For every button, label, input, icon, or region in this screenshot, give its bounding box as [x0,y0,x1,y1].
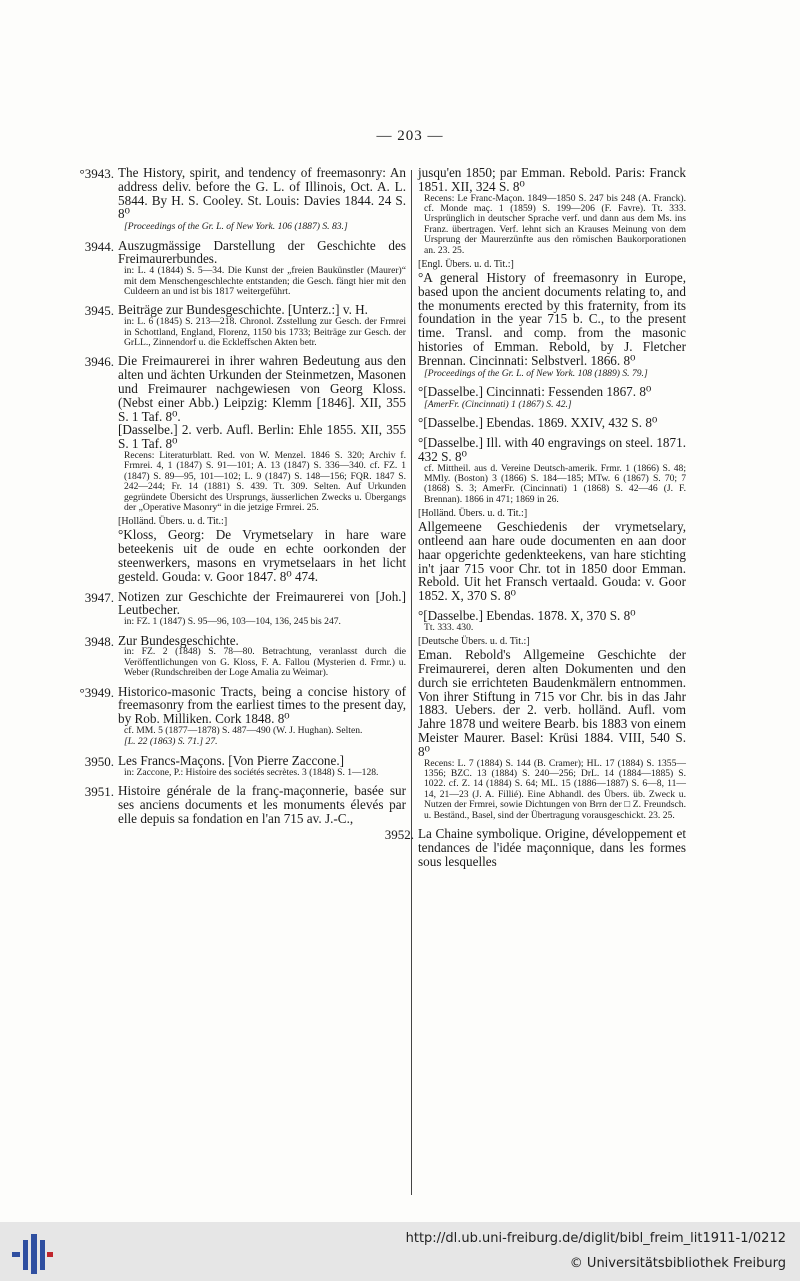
entry-3951-continued [418,166,686,379]
entry-text: Beiträge zur Bundesgeschichte. [Unterz.:] v. H. [118,302,368,318]
entry-text: °[Dasselbe.] Ill. with 40 engravings on steel. 1871. 432 S. 8⁰ [418,435,686,464]
entry-note: in: FZ. 2 (1848) S. 78—80. Betrachtung, veranlasst durch die Veröffentlichungen von G. Kloss, F. A. Fallou (Mysterien d. Frmr.) u. Weber (Rundschreiben der Loge Amalia zu Weimar). [124,646,406,679]
entry-text-translation: Eman. Rebold's Allgemeine Geschichte der Freimaurerei, deren alten Dokumenten und den durch sie errichteten Baudenkmälern entnommen. Von ihrer Stiftung in 715 vor Chr. bis in das Jahr 1883. Uebers. der 2. verb. holländ. Aufl. vom Jahre 1878 und weitere Bearb. bis 1883 von einem Meister Maurer. Basel: Krüsi 1884. VIII, 540 S. 8⁰ [418,647,686,759]
entry-edition [418,385,686,410]
entry-number: 3948. [84,633,114,649]
entry-text-translation: °A general History of freemasonry in Europe, based upon the ancient documents relating to, and the monuments erected by this fraternity, from its foundation in the year 715 b. C., to the present time. Transl. and comp. from the masonic histories of Emman. Rebold, by J. Fletcher Brennan. Cincinnati: Selbstverl. 1866. 8⁰ [418,270,686,368]
entry-text: Les Francs-Maçons. [Von Pierre Zaccone.] [118,752,345,768]
entry-3950 [84,752,406,778]
entry-number: 3946. [84,354,114,370]
entry-3948 [84,632,406,679]
entry-note: in: L. 6 (1845) S. 213—218. Chronol. Zsstellung zur Gesch. der Frmrei in Schottland, England, Florenz, 1150 bis 1733; Beiträge zur Gesch. der GrLL., Zinnendorf u. die Eckleffschen Akten betr. [124,316,406,349]
entry-note: cf. MM. 5 (1877—1878) S. 487—490 (W. J. Hughan). Selten. [124,725,363,737]
entry-3946 [84,353,406,584]
column-divider [411,170,412,1195]
entry-text: °[Dasselbe.] Ebendas. 1869. XXIV, 432 S. 8⁰ [418,415,658,431]
entry-note: in: Zaccone, P.: Histoire des sociétés secrètes. 3 (1848) S. 1—128. [124,766,379,778]
entry-3944 [84,237,406,298]
entry-number: °3949. [79,684,114,700]
entry-note: in: FZ. 1 (1847) S. 95—96, 103—104, 136, 245 bis 247. [124,616,341,628]
entry-text: Notizen zur Geschichte der Freimaurerei von [Joh.] Leutbecher. [118,588,406,618]
entry-text: Die Freimaurerei in ihrer wahren Bedeutung aus den alten und ächten Urkunden der Steinmetzen, Masonen und Freimaurer nachgewiesen von Georg Kloss. (Nebst einer Abb.) Leipzig: Klemm [1846]. XII, 355 S. 1 Taf. 8⁰. [118,353,406,424]
entry-note: cf. Mittheil. aus d. Vereine Deutsch-amerik. Frmr. 1 (1866) S. 48; MMly. (Boston) 3 (1866) S. 184—185; MTw. 6 (1867) S. 70; 7 (1868) S. 3; AmerFr. (Cincinnati) 1 (1868) S. 42—46 (J. F. Brennan). 1866 in 471; 1869 in 26. [424,462,686,505]
translation-heading: [Deutsche Übers. u. d. Tit.:] [418,636,530,648]
entry-text-edition: [Dasselbe.] 2. verb. Aufl. Berlin: Ehle 1855. XII, 355 S. 1 Taf. 8⁰ [118,422,406,452]
entry-3947 [84,588,406,628]
entry-note: Recens: Literaturblatt. Red. von W. Menzel. 1846 S. 320; Archiv f. Frmrei. 4, 1 (1847) S. 91—101; A. 13 (1847) S. 336—340. cf. FZ. 1 (1847) S. 89—95, 101—102; L. 9 (1847) S. 148—156; FQR. 1847 S. 242—244; Fr. 14 (1881) S. 439. Tt. 309. Selten. Auf Urkunden gegründete Übersicht des Ursprungs, äusserlichen Zwecks u. Übergangs der „Operative Masonry“ in die jetzige Frmrei. 25. [124,450,406,514]
entry-number: 3944. [84,238,114,254]
entry-text: Historico-masonic Tracts, being a concise history of freemasonry from the earliest times to the present day, by Rob. Milliken. Cork 1848. 8⁰ [118,683,406,727]
entry-number: °3943. [79,166,114,181]
entry-text: °[Dasselbe.] Cincinnati: Fessenden 1867. 8⁰ [418,384,652,400]
entry-number: 3947. [84,589,114,605]
entry-reference: [Proceedings of the Gr. L. of New York. 106 (1887) S. 83.] [124,221,348,233]
copyright-notice: © Universitätsbibliothek Freiburg [569,1256,786,1271]
entry-text: La Chaine symbolique. Origine, développement et tendances de l'idée maçonnique, dans les formes sous lesquelles [418,826,686,869]
entry-note: Recens: Le Franc-Maçon. 1849—1850 S. 247 bis 248 (A. Franck). cf. Monde maç. 1 (1859) S. 199—206 (F. Favre). Tt. 333. Ursprünglich in deutscher Sprache verf. und dann aus dem Ms. ins Franz. übertragen. Verf. lehnt sich an Krauses Meinung von dem Ursprung der Maurerzünfte aus den römischen Baukorporationen an. 23. 25. [424,192,686,256]
footer-bar [0,1222,800,1281]
entry-text-translation: °Kloss, Georg: De Vrymetselary in hare ware beteekenis uit de oude en echte oorkonden der steenwerkers, masons en vrymetselaars in het licht gesteld. Gouda: v. Goor 1847. 8⁰ 474. [118,527,406,584]
translation-heading: [Holländ. Übers. u. d. Tit.:] [418,508,528,520]
right-column [384,165,686,874]
university-logo-icon [12,1234,52,1274]
entry-edition [418,416,686,430]
entry-text: Auszugmässige Darstellung der Geschichte des Freimaurerbundes. [118,237,406,267]
entry-3943 [79,165,406,233]
entry-3951 [84,783,406,826]
entry-text: Histoire générale de la franç-maçonnerie, basée sur ses anciens documents et les monuments élevés par elle depuis sa fondation en l'an 715 av. J.-C., [118,783,406,826]
entry-text-translation: Allgemeene Geschiedenis der vrymetselary, ontleend aan hare oude documenten en aan door haar opgerichte gedenkteekens, van hare stichting in't jaar 715 voor Chr. tot in 1850 door Emman. Rebold. Uit het Fransch vertaald. Gouda: v. Goor 1852. X, 370 S. 8⁰ [418,519,686,604]
entry-text: °[Dasselbe.] Ebendas. 1878. X, 370 S. 8⁰ [418,608,636,624]
entry-edition [418,609,686,821]
page-number: — 203 — [376,128,444,144]
entry-note: Tt. 333. 430. [424,621,474,633]
entry-reference: [Proceedings of the Gr. L. of New York. 108 (1889) S. 79.] [424,367,648,379]
entry-text: Zur Bundesgeschichte. [118,632,239,648]
entry-3945 [84,302,406,349]
translation-heading: [Engl. Übers. u. d. Tit.:] [418,259,514,271]
entry-reference: [L. 22 (1863) S. 71.] 27. [124,736,218,748]
entry-edition [418,436,686,603]
translation-heading: [Holländ. Übers. u. d. Tit.:] [118,516,228,528]
entry-3952 [384,826,686,869]
entry-number: 3951. [84,784,114,800]
entry-3949 [79,683,406,748]
entry-text: jusqu'en 1850; par Emman. Rebold. Paris: Franck 1851. XII, 324 S. 8⁰ [418,165,686,194]
entry-reference: [AmerFr. (Cincinnati) 1 (1867) S. 42.] [424,398,572,410]
entry-note: in: L. 4 (1844) S. 5—34. Die Kunst der „freien Baukünstler (Maurer)“ mit dem Menschengeschlechte entstanden; die Gesch. fängt hier mit den Culdeern an und ist bis 1817 weitergeführt. [124,265,406,297]
entry-number: 3950. [84,753,114,769]
entry-text: The History, spirit, and tendency of freemasonry: An address deliv. before the G. L. of Illinois, Oct. A. L. 5844. By H. S. Cooley. St. Louis: Davies 1844. 24 S. 8⁰ [118,165,406,222]
entry-number: 3945. [84,303,114,319]
entry-number: 3952. [384,827,414,843]
left-column [79,165,406,831]
entry-note: Recens: L. 7 (1884) S. 144 (B. Cramer); HL. 17 (1884) S. 1355—1356; BZC. 13 (1884) S. 240—256; DrL. 14 (1884—1885) S. 1022. cf. Z. 14 (1884) S. 64; ML. 15 (1886—1887) S. 6—8, 11—14, 21—23 (J. A. Fillié). Eine Abhandl. des Übers. üb. Zweck u. Nutzen der Frmrei, sowie Dichtungen von Brrn der □ Z. Freundsch. u. Beständ., Basel, sind der Übertragung vorausgeschickt. 23. 25. [424,757,686,821]
source-url-link[interactable]: http://dl.ub.uni-freiburg.de/diglit/bibl_freim_lit1911-1/0212 [405,1231,786,1246]
